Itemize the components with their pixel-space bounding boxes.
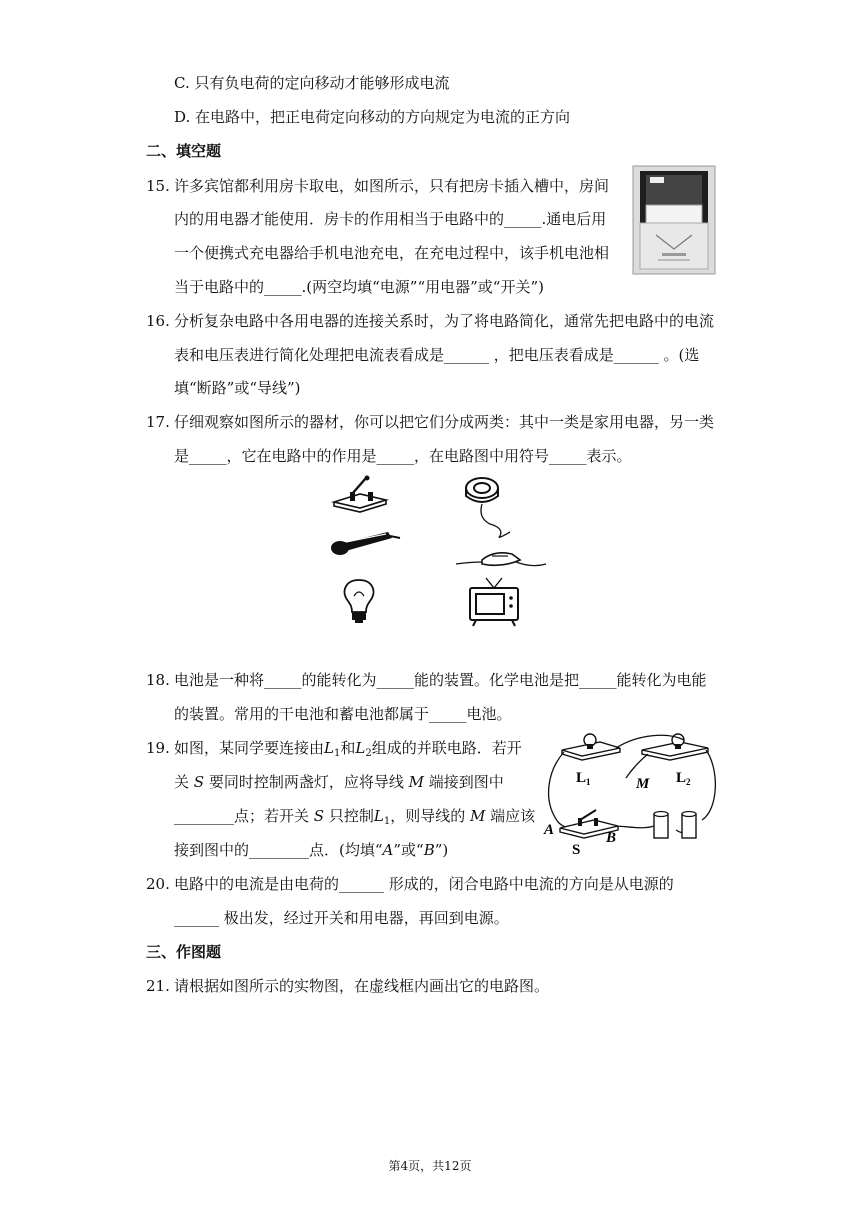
question-text-line: 接到图中的________点．(均填“A”或“B”) bbox=[174, 841, 449, 859]
option-d bbox=[174, 107, 570, 127]
soldering-iron-icon bbox=[328, 528, 404, 560]
question-number: 19. bbox=[146, 739, 170, 757]
question-text-line: 关 S 要同时控制两盏灯，应将导线 M 端接到图中 bbox=[174, 773, 504, 791]
question-text-line: 许多宾馆都利用房卡取电，如图所示，只有把房卡插入槽中，房间 bbox=[174, 177, 610, 195]
wire-coil-icon bbox=[460, 474, 530, 544]
option-letter: D. bbox=[174, 108, 191, 126]
question-text-line: ______ 极出发，经过开关和用电器，再回到电源。 bbox=[174, 909, 509, 927]
lamp-l1-label: $L_1$ bbox=[576, 770, 591, 787]
option-text: 只有负电荷的定向移动才能够形成电流 bbox=[194, 74, 450, 92]
option-letter: C. bbox=[174, 74, 190, 92]
question-text-line: 内的用电器才能使用．房卡的作用相当于电路中的_____.通电后用 bbox=[174, 210, 607, 228]
question-number: 21. bbox=[146, 977, 170, 995]
question-number: 20. bbox=[146, 875, 170, 893]
question-text-line: 一个便携式充电器给手机电池充电，在充电过程中，该手机电池相 bbox=[174, 244, 610, 262]
page-footer: 第4页，共12页 bbox=[388, 1159, 472, 1173]
switch-s-label: S bbox=[572, 842, 581, 858]
question-text-line: 的装置。常用的干电池和蓄电池都属于_____电池。 bbox=[174, 705, 512, 723]
section-title: 三、作图题 bbox=[146, 943, 222, 961]
question-text-line: 表和电压表进行简化处理把电流表看成是______ ，把电压表看成是______ 。(选 bbox=[174, 346, 700, 364]
light-bulb-icon bbox=[338, 576, 380, 624]
option-c bbox=[174, 73, 450, 93]
lamp-l2-label: $L_2$ bbox=[676, 770, 691, 787]
question-text-line: 电路中的电流是由电荷的______ 形成的，闭合电路中电流的方向是从电源的 bbox=[174, 875, 674, 893]
room-card-figure bbox=[632, 165, 716, 275]
question-text-line: 分析复杂电路中各用电器的连接关系时，为了将电路简化，通常先把电路中的电流 bbox=[174, 312, 715, 330]
question-number: 16. bbox=[146, 312, 170, 330]
parallel-circuit-figure bbox=[538, 730, 720, 858]
question-number: 18. bbox=[146, 671, 170, 689]
point-b-label: B bbox=[606, 830, 617, 846]
question-text-line: 当于电路中的_____.(两空均填“电源”“用电器”或“开关”) bbox=[174, 278, 544, 296]
power-plug-icon bbox=[454, 546, 548, 574]
wire-m-label: M bbox=[636, 776, 650, 792]
question-text-line: 填“断路”或“导线”) bbox=[174, 379, 301, 397]
television-icon bbox=[468, 576, 522, 628]
question-text-line: ________点；若开关 S 只控制$L_1$，则导线的 M 端应该 bbox=[174, 807, 536, 827]
question-text-line: 电池是一种将_____的能转化为_____能的装置。化学电池是把_____能转化为电能 bbox=[174, 671, 707, 689]
question-text-line: 请根据如图所示的实物图，在虚线框内画出它的电路图。 bbox=[174, 977, 550, 995]
question-text-line: 如图，某同学要连接由$L_1$和$L_2$组成的并联电路．若开 bbox=[174, 739, 522, 759]
section-title: 二、填空题 bbox=[146, 142, 222, 160]
point-a-label: A bbox=[544, 822, 555, 838]
question-number: 17. bbox=[146, 413, 170, 431]
question-text-line: 仔细观察如图所示的器材，你可以把它们分成两类：其中一类是家用电器，另一类 bbox=[174, 413, 715, 431]
question-text-line: 是_____，它在电路中的作用是_____，在电路图中用符号_____表示。 bbox=[174, 447, 632, 465]
option-text: 在电路中，把正电荷定向移动的方向规定为电流的正方向 bbox=[195, 108, 571, 126]
knife-switch-icon bbox=[330, 476, 394, 512]
question-number: 15. bbox=[146, 177, 170, 195]
